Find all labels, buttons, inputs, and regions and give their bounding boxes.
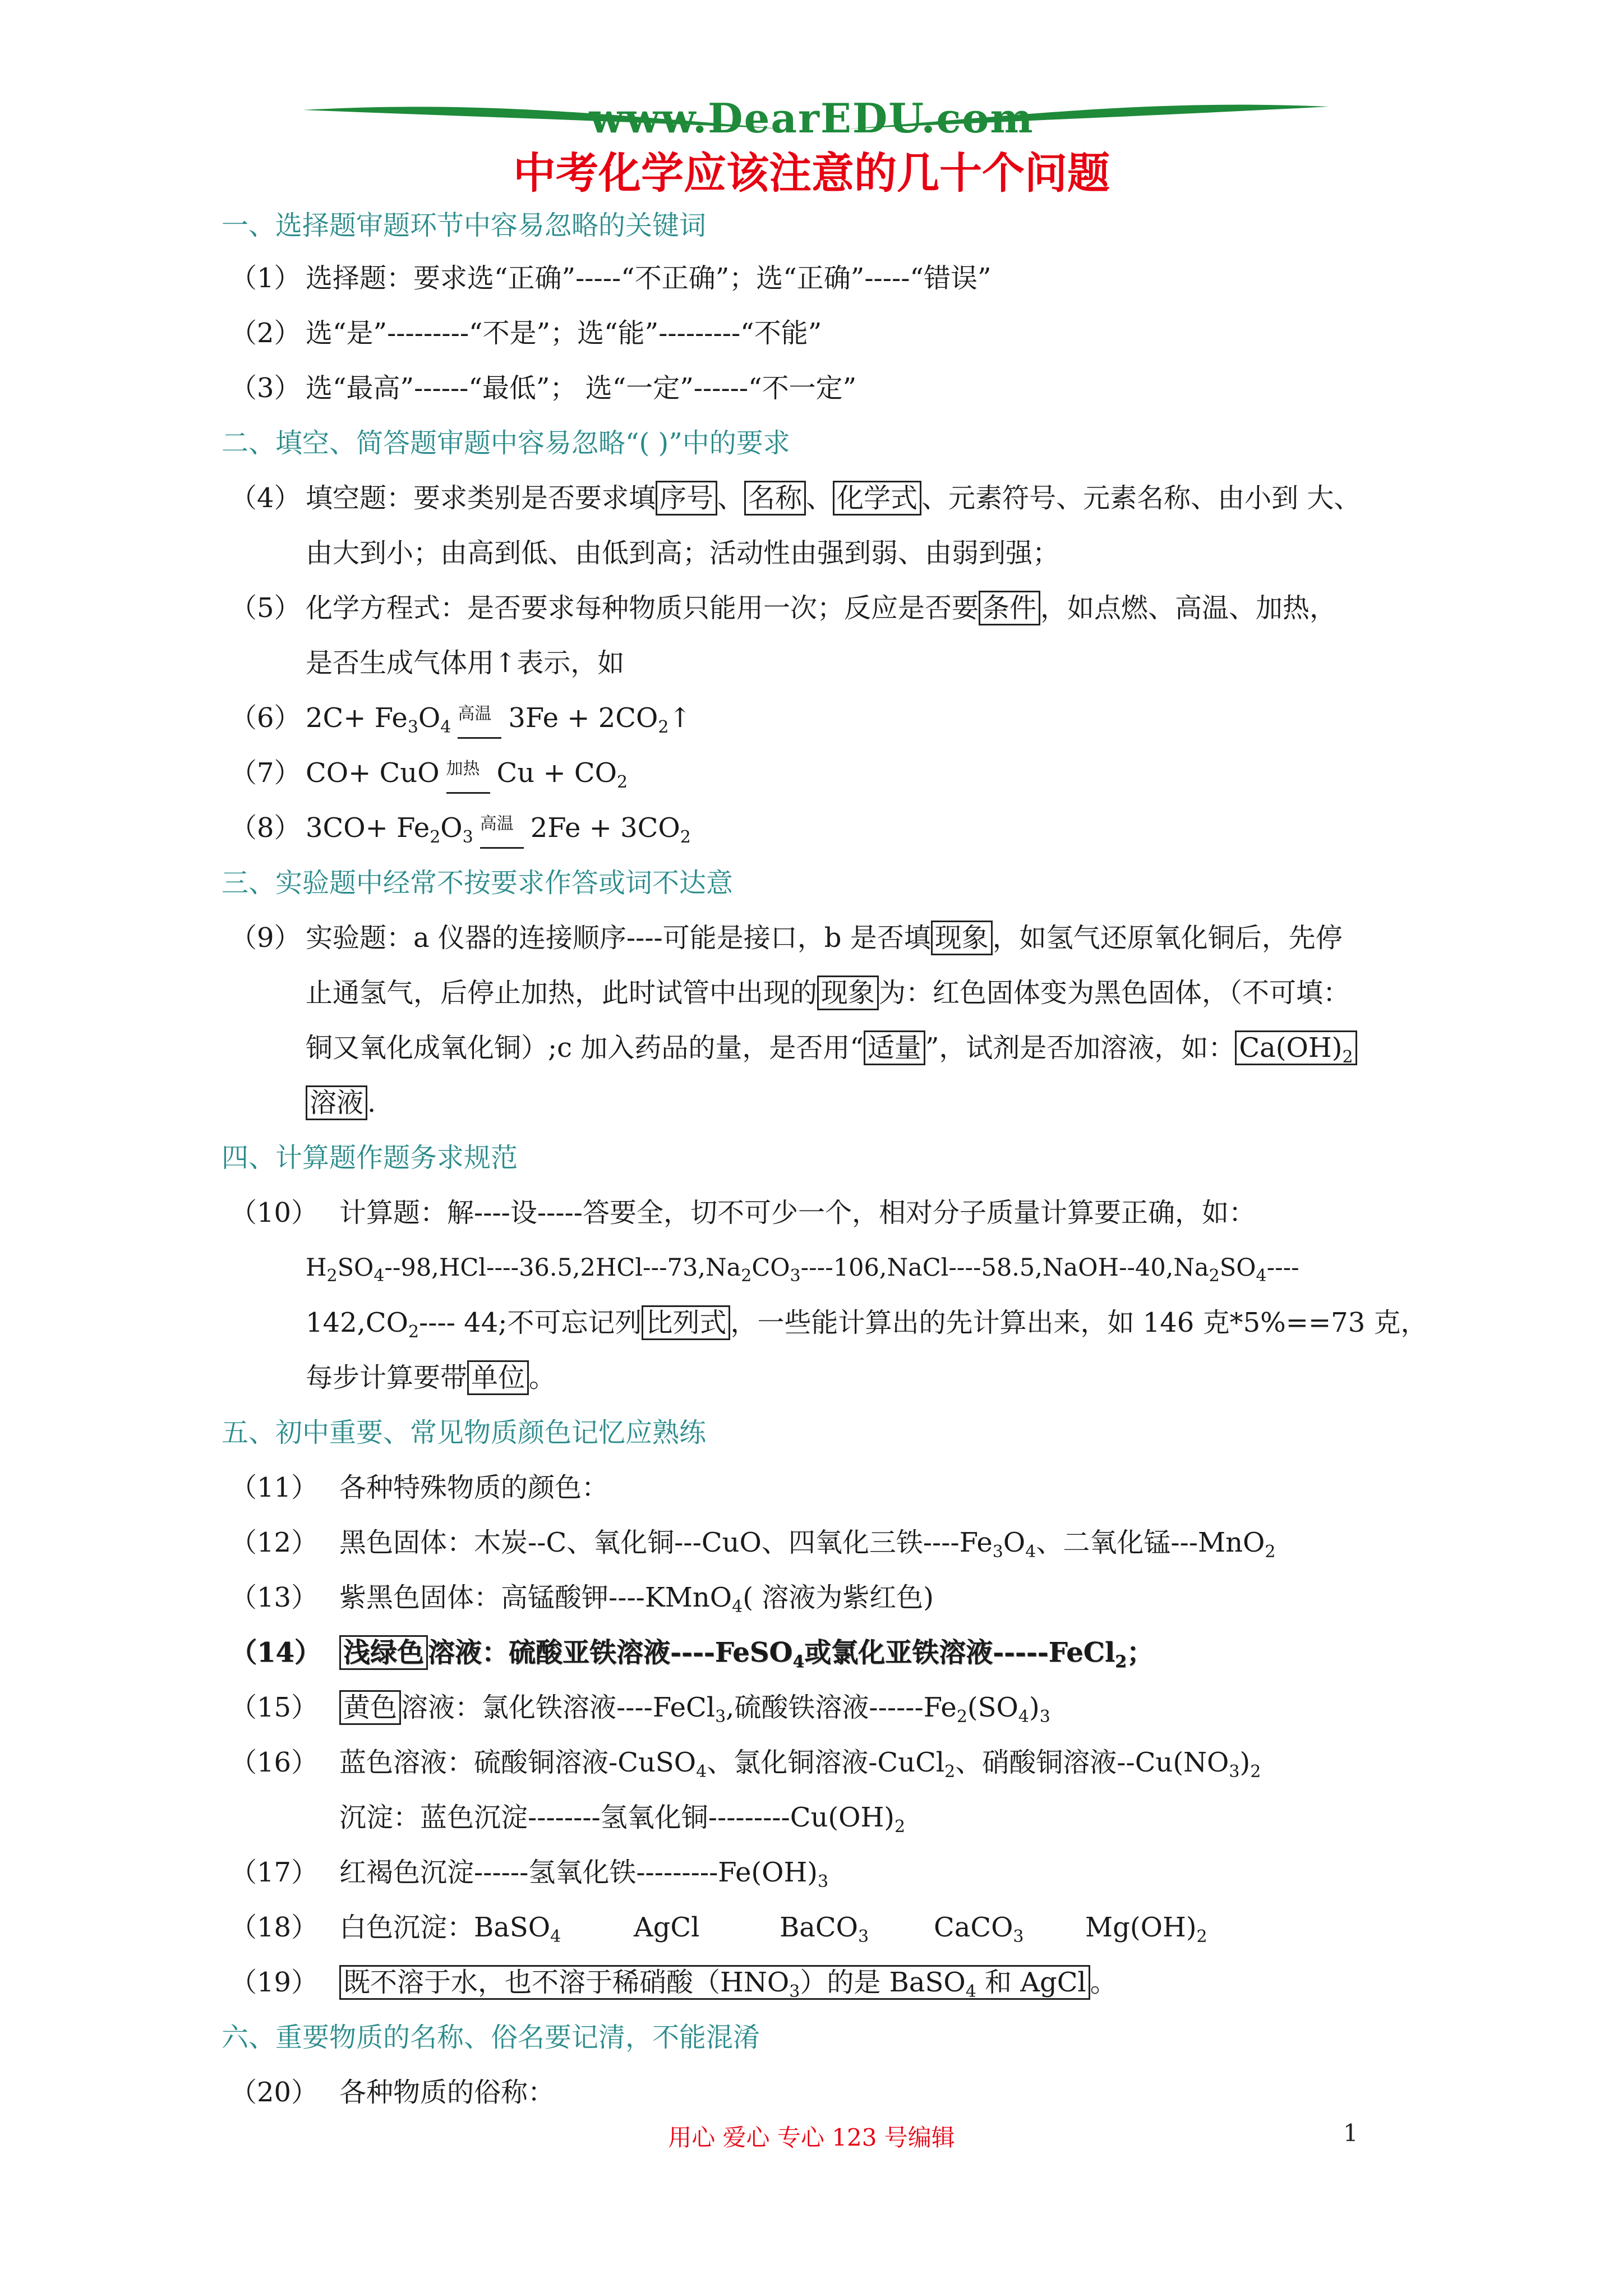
reaction-condition: 高温 <box>458 705 501 739</box>
item-17-text: 红褐色沉淀------氢氧化铁$---------Fe(OH)_3$ <box>339 1857 829 1892</box>
item-10-num: （10） <box>230 1197 319 1228</box>
section-1-title: 一、选择题审题环节中容易忽略的关键词 <box>222 210 707 241</box>
item-19-text: 既不溶于水，也不溶于稀硝酸$(HNO_3)$的是 BaSO$_4$ 和 AgCl 。 <box>339 1966 1117 2009</box>
item-18-mgoh2: $Mg(OH)_2$ <box>1085 1912 1207 1947</box>
boxed-keyword: 序号 <box>656 481 717 516</box>
item-1-num: （1） <box>230 263 301 294</box>
item-9-line-4: 溶液 . <box>306 1086 376 1120</box>
section-2-title: 二、填空、简答题审题中容易忽略“( )”中的要求 <box>222 427 790 459</box>
item-7-num: （7） <box>230 757 301 789</box>
boxed-keyword: 条件 <box>979 591 1040 625</box>
boxed-keyword: 现象 <box>931 921 993 955</box>
boxed-keyword: 化学式 <box>833 481 921 516</box>
item-9-line-3: 铜又氧化成氧化铜）;c 加入药品的量，是否用“ 适量 ”，试剂是否加溶液，如： $Ca(OH)_2$ <box>306 1031 1357 1074</box>
item-3-num: （3） <box>230 372 301 404</box>
item-15-num: （15） <box>230 1692 319 1723</box>
boxed-keyword: 浅绿色 <box>339 1635 428 1670</box>
item-3-text: 选“最高”------“最低”； 选“一定”------“不一定” <box>306 372 857 404</box>
item-9-line-2: 止通氢气，后停止加热，此时试管中出现的 现象 为：红色固体变为黑色固体，（不可填： <box>306 976 1350 1010</box>
footer-editor-note: 用心 爱心 专心 123 号编辑 <box>668 2124 955 2151</box>
item-18-caco3: CaCO$_3$ <box>934 1912 1024 1947</box>
equation-7: CO+ CuO 加热 $Cu + CO_2$ <box>306 756 628 799</box>
item-19-num: （19） <box>230 1967 319 1998</box>
item-18-baco3: BaCO$_3$ <box>780 1912 869 1947</box>
item-10-line-3: $142,CO_2----$ 44;不可忘记列 比列式 ，一些能计算出的先计算出来，如 146 克*5%==73 克， <box>306 1306 1428 1349</box>
section-4-title: 四、计算题作题务求规范 <box>222 1142 518 1174</box>
item-16-text: 蓝色溶液：硫酸铜溶液-CuSO$_4$、氯化铜溶液-CuCl$_2$、硝酸铜溶液$--Cu(NO_3)_2$ <box>339 1747 1261 1782</box>
item-16-precipitate: 沉淀：蓝色沉淀--------氢氧化铜$---------Cu(OH)_2$ <box>339 1802 906 1837</box>
item-9-num: （9） <box>230 922 301 954</box>
boxed-keyword: 比列式 <box>642 1305 730 1340</box>
item-2-num: （2） <box>230 318 301 349</box>
item-13-num: （13） <box>230 1582 319 1613</box>
reaction-condition: 加热 <box>446 760 490 794</box>
equation-6: $2C+ Fe_3O_4$高温 $3Fe + 2CO_2↑$ <box>306 701 691 744</box>
item-8-num: （8） <box>230 812 301 844</box>
boxed-statement: 既不溶于水，也不溶于稀硝酸$(HNO_3)$的是 BaSO$_4$ 和 AgCl <box>339 1965 1090 2000</box>
item-10-formulas: $H_2SO_4--98,HCl----36.5,2HCl---73,Na_2CO_3----106,NaCl----58.5,NaOH--40,Na_2SO_4----$ <box>306 1254 1299 1286</box>
boxed-keyword: 名称 <box>744 481 806 516</box>
section-5-title: 五、初中重要、常见物质颜色记忆应熟练 <box>222 1417 707 1448</box>
item-9-text: 实验题：a 仪器的连接顺序----可能是接口，b 是否填 现象 ，如氢气还原氧化铜后，先停 <box>306 921 1343 955</box>
item-18-num: （18） <box>230 1912 319 1943</box>
item-20-num: （20） <box>230 2077 319 2108</box>
site-logo: www.DearEDU.com <box>589 94 1034 142</box>
page-number: 1 <box>1343 2119 1358 2147</box>
item-6-num: （6） <box>230 702 301 734</box>
item-11-num: （11） <box>230 1472 319 1503</box>
item-14-num: （14） <box>230 1637 321 1668</box>
boxed-keyword: 单位 <box>467 1360 529 1395</box>
boxed-keyword: 适量 <box>864 1030 925 1065</box>
item-10-text: 计算题：解----设-----答要全，切不可少一个，相对分子质量计算要正确，如： <box>339 1197 1256 1228</box>
item-10-line-4: 每步计算要带 单位 。 <box>306 1361 556 1395</box>
item-20-text: 各种物质的俗称： <box>339 2077 555 2108</box>
boxed-keyword: 溶液 <box>306 1085 367 1120</box>
item-12-text: 黑色固体：木炭--C、氧化铜---CuO、四氧化三铁$----Fe_3O_4$、二氧化锰---MnO$_2$ <box>339 1527 1276 1562</box>
boxed-keyword: 现象 <box>817 976 879 1010</box>
item-13-text: 紫黑色固体：高锰酸钾----KMnO$_4$( 溶液为紫红色) <box>339 1582 934 1617</box>
item-16-num: （16） <box>230 1747 319 1778</box>
item-18-label: 白色沉淀：BaSO$_4$ <box>339 1912 561 1947</box>
equation-8: $3CO+ Fe_2O_3$高温 $2Fe + 3CO_2$ <box>306 811 691 854</box>
item-5-text: 化学方程式：是否要求每种物质只能用一次；反应是否要 条件 ，如点燃、高温、加热， <box>306 591 1336 625</box>
item-4-continuation: 由大到小；由高到低、由低到高；活动性由强到弱、由弱到强； <box>306 537 1060 569</box>
item-4-num: （4） <box>230 482 301 514</box>
boxed-keyword: 黄色 <box>339 1690 401 1725</box>
reaction-condition: 高温 <box>480 815 524 849</box>
item-5-continuation: 是否生成气体用↑表示，如 <box>306 647 625 679</box>
item-2-text: 选“是”---------“不是”；选“能”---------“不能” <box>306 318 822 349</box>
section-6-title: 六、重要物质的名称、俗名要记清，不能混淆 <box>222 2022 760 2053</box>
item-17-num: （17） <box>230 1857 319 1888</box>
item-5-num: （5） <box>230 592 301 624</box>
item-11-text: 各种特殊物质的颜色： <box>339 1472 609 1503</box>
item-4-text: 填空题：要求类别是否要求填 序号 、 名称 、 化学式 、元素符号、元素名称、由小到 大、 <box>306 481 1361 515</box>
boxed-formula: $Ca(OH)_2$ <box>1235 1030 1357 1065</box>
item-14-text: 浅绿色 溶液：硫酸亚铁溶液----FeSO$_4$或氯化亚铁溶液-----FeCl$_2$； <box>339 1636 1154 1679</box>
page-title: 中考化学应该注意的几十个问题 <box>513 148 1110 198</box>
section-3-title: 三、实验题中经常不按要求作答或词不达意 <box>222 867 734 899</box>
item-12-num: （12） <box>230 1527 319 1558</box>
item-18-agcl: AgCl <box>634 1912 700 1943</box>
item-15-text: 黄色 溶液：氯化铁溶液----FeCl$_3$,硫酸铁溶液$------Fe_2(SO_4)_3$ <box>339 1691 1050 1734</box>
item-1-text: 选择题：要求选“正确”-----“不正确”；选“正确”-----“错误” <box>306 263 992 294</box>
